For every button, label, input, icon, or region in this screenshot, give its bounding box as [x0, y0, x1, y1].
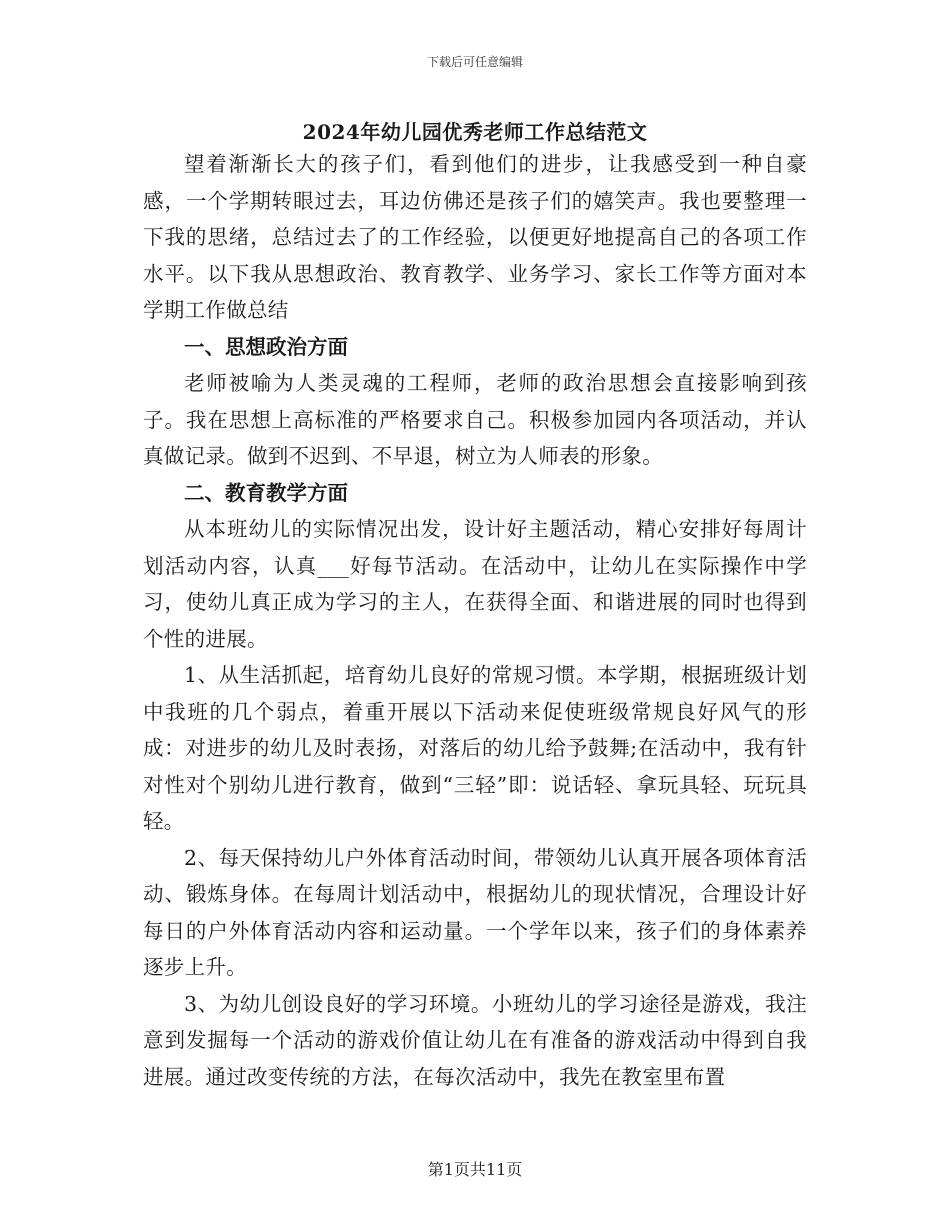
page-number-footer: 第1页共11页 [427, 1160, 523, 1179]
section-heading-teaching: 二、教育教学方面 [184, 480, 348, 505]
teaching-point-1: 1、从生活抓起，培育幼儿良好的常规习惯。本学期，根据班级计划中我班的几个弱点，着重开展以下活动来促使班级常规良好风气的形成：对进步的幼儿及时表扬，对落后的幼儿给予鼓舞;在活动中，我有针对性对个别幼儿进行教育，做到“三轻”即：说话轻、拿玩具轻、玩玩具轻。 [143, 663, 807, 833]
teaching-point-3: 3、为幼儿创设良好的学习环境。小班幼儿的学习途径是游戏，我注意到发掘每一个活动的游戏价值让幼儿在有准备的游戏活动中得到自我进展。通过改变传统的方法，在每次活动中，我先在教室里布置 [143, 991, 807, 1089]
intro-paragraph: 望着渐渐长大的孩子们，看到他们的进步，让我感受到一种自豪感，一个学期转眼过去，耳边仿佛还是孩子们的嬉笑声。我也要整理一下我的思绪，总结过去了的工作经验，以便更好地提高自己的各项工作水平。以下我从思想政治、教育教学、业务学习、家长工作等方面对本学期工作做总结 [143, 152, 807, 322]
teaching-paragraph: 从本班幼儿的实际情况出发，设计好主题活动，精心安排好每周计划活动内容，认真___好每节活动。在活动中，让幼儿在实际操作中学习，使幼儿真正成为学习的主人，在获得全面、和谐进展的同时也得到个性的进展。 [143, 517, 807, 651]
politics-paragraph: 老师被喻为人类灵魂的工程师，老师的政治思想会直接影响到孩子。我在思想上高标准的严格要求自己。积极参加园内各项活动，并认真做记录。做到不迟到、不早退，树立为人师表的形象。 [143, 371, 807, 468]
document-title: 2024年幼儿园优秀老师工作总结范文 [302, 120, 648, 144]
page-header-note: 下载后可任意编辑 [426, 55, 523, 69]
teaching-point-2: 2、每天保持幼儿户外体育活动时间，带领幼儿认真开展各项体育活动、锻炼身体。在每周计划活动中，根据幼儿的现状情况，合理设计好每日的户外体育活动内容和运动量。一个学年以来，孩子们的身体素养逐步上升。 [143, 845, 807, 979]
document-body [143, 146, 807, 1095]
section-heading-politics: 一、思想政治方面 [184, 334, 348, 359]
